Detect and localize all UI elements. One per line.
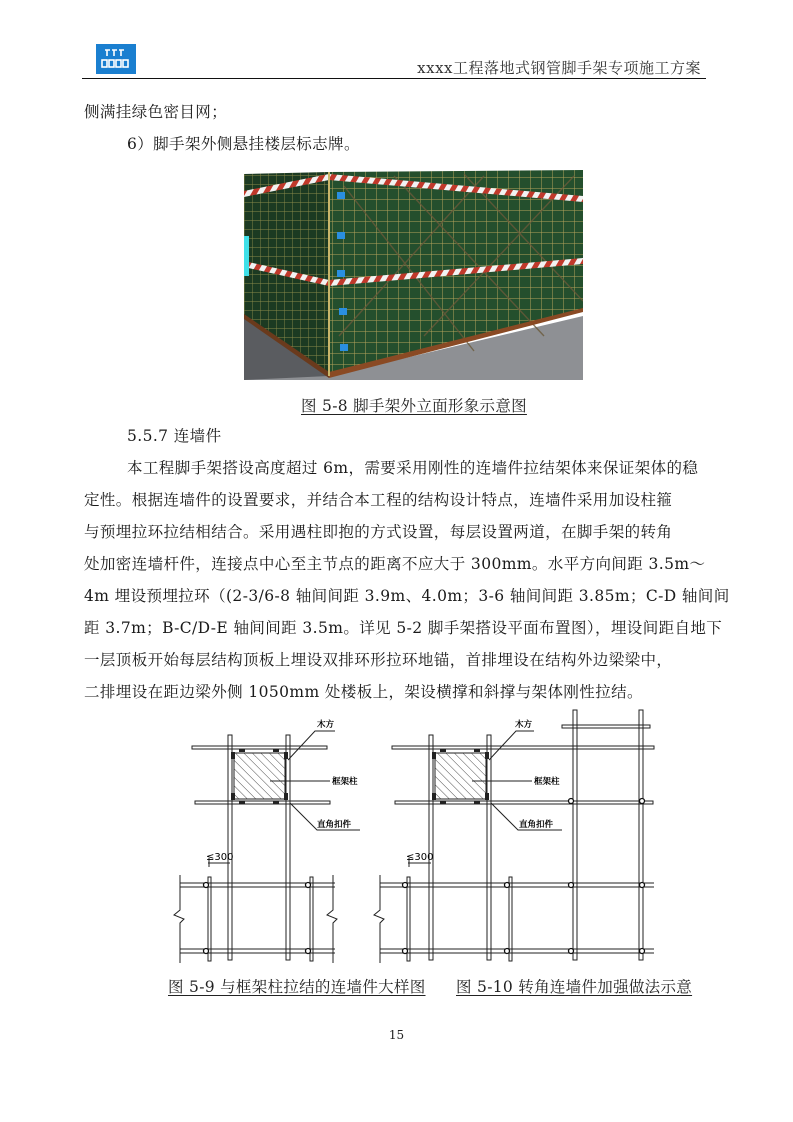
paragraph-line: 一层顶板开始每层结构顶板上埋设双排环形拉环地锚，首排埋设在结构外边梁梁中， — [84, 651, 673, 669]
figure-5-9-caption: 图 5-9 与框架柱拉结的连墙件大样图 — [168, 978, 426, 996]
paragraph-line: 本工程脚手架搭设高度超过 6m，需要采用刚性的连墙件拉结架体来保证架体的稳 — [127, 459, 699, 477]
figure-5-10-drawing — [372, 705, 662, 963]
label-frame-column: 框架柱 — [332, 777, 358, 787]
dimension-label: ≤300 — [206, 852, 234, 863]
paragraph-line: 定性。根据连墙件的设置要求，并结合本工程的结构设计特点，连墙件采用加设柱箍 — [84, 491, 673, 509]
body-line: 侧满挂绿色密目网； — [84, 103, 228, 121]
label-right-angle-coupler: 直角扣件 — [519, 820, 554, 830]
cscec-logo-icon — [96, 44, 136, 74]
label-frame-column: 框架柱 — [534, 777, 560, 787]
paragraph-line: 距 3.7m；B-C/D-E 轴间间距 3.5m。详见 5-2 脚手架搭设平面布置图），埋设间距自地下 — [84, 619, 723, 637]
paragraph-line: 处加密连墙杆件，连接点中心至主节点的距离不应大于 300mm。水平方向间距 3.5m～ — [84, 555, 706, 573]
figure-5-8-caption: 图 5-8 脚手架外立面形象示意图 — [301, 397, 527, 415]
list-item-6: 6）脚手架外侧悬挂楼层标志牌。 — [127, 135, 360, 153]
scaffold-elevation-image — [244, 166, 583, 380]
label-timber: 木方 — [317, 720, 335, 730]
paragraph-line: 与预埋拉环拉结相结合。采用遇柱即抱的方式设置，每层设置两道，在脚手架的转角 — [84, 523, 673, 541]
page-number: 15 — [388, 1028, 405, 1042]
figure-5-9-drawing — [170, 705, 370, 963]
dimension-label: ≤300 — [406, 852, 434, 863]
paragraph-line: 4m 埋设预埋拉环（(2-3/6-8 轴间间距 3.9m、4.0m；3-6 轴间间距 3.85m；C-D 轴间间 — [84, 587, 730, 605]
label-right-angle-coupler: 直角扣件 — [317, 820, 352, 830]
figure-5-10-caption: 图 5-10 转角连墙件加强做法示意 — [456, 978, 693, 996]
header-divider — [82, 78, 706, 79]
document-title: xxxx工程落地式钢管脚手架专项施工方案 — [417, 59, 701, 77]
label-timber: 木方 — [515, 720, 533, 730]
paragraph-line: 二排埋设在距边梁外侧 1050mm 处楼板上，架设横撑和斜撑与架体刚性拉结。 — [84, 683, 643, 701]
logo-glyph-icon — [99, 47, 133, 71]
section-heading: 5.5.7 连墙件 — [127, 427, 222, 445]
